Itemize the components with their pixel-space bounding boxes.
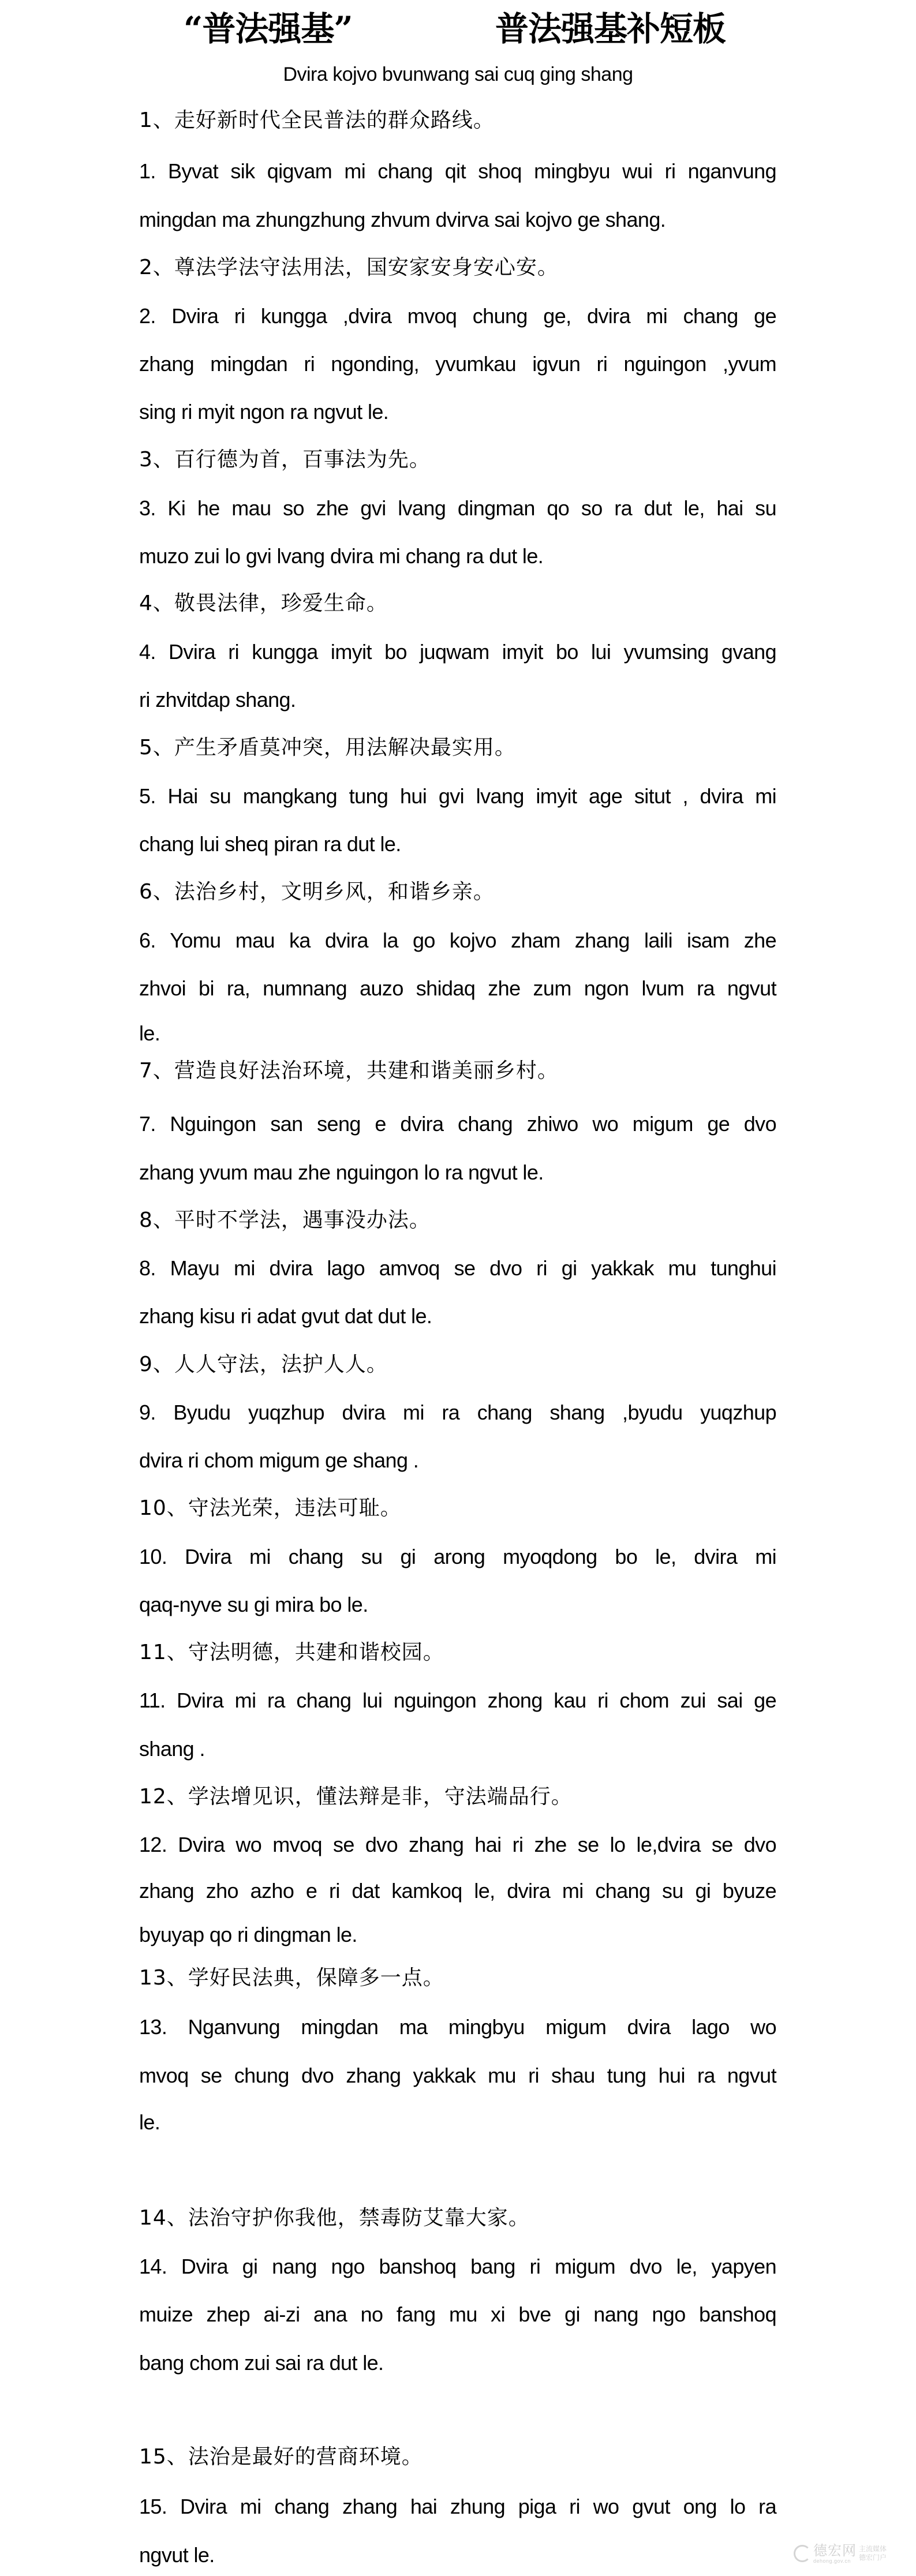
title-quoted: “普法强基” [184, 9, 353, 48]
slogan-jingpo-line: 2. Dvira ri kungga ,dvira mvoq chung ge, dvira mi chang ge [139, 304, 776, 328]
slogan-jingpo-line: 8. Mayu mi dvira lago amvoq se dvo ri gi yakkak mu tunghui [139, 1256, 776, 1280]
slogan-jingpo-line: ri zhvitdap shang. [139, 688, 296, 712]
slogan-chinese-line: 13、学好民法典，保障多一点。 [139, 1966, 444, 1990]
slogan-chinese-line: 12、学法增见识，懂法辩是非，守法端品行。 [139, 1785, 573, 1809]
slogan-jingpo-line: dvira ri chom migum ge shang . [139, 1448, 419, 1472]
slogan-chinese-line: 7、营造良好法治环境，共建和谐美丽乡村。 [139, 1059, 559, 1083]
slogan-jingpo-line: shang . [139, 1737, 205, 1761]
watermark-name: 德宏网 [813, 2542, 857, 2559]
watermark-tagline-2: 德宏门户 [859, 2553, 887, 2562]
slogan-chinese-line: 10、守法光荣，违法可耻。 [139, 1496, 402, 1520]
slogan-jingpo-line: 6. Yomu mau ka dvira la go kojvo zham zhang laili isam zhe [139, 928, 776, 952]
slogan-chinese-line: 14、法治守护你我他，禁毒防艾靠大家。 [139, 2206, 530, 2230]
slogan-jingpo-line: le. [139, 2110, 160, 2134]
slogan-jingpo-line: zhvoi bi ra, numnang auzo shidaq zhe zum ngon lvum ra ngvut [139, 976, 776, 1000]
slogan-jingpo-line: sing ri myit ngon ra ngvut le. [139, 400, 389, 424]
slogan-jingpo-line: 13. Nganvung mingdan ma mingbyu migum dvira lago wo [139, 2015, 776, 2039]
slogan-jingpo-line: 7. Nguingon san seng e dvira chang zhiwo wo migum ge dvo [139, 1112, 776, 1136]
slogan-jingpo-line: muize zhep ai-zi ana no fang mu xi bve gi nang ngo banshoq [139, 2302, 776, 2326]
slogan-jingpo-line: muzo zui lo gvi lvang dvira mi chang ra dut le. [139, 544, 544, 568]
slogan-chinese-line: 9、人人守法，法护人人。 [139, 1353, 388, 1376]
slogan-chinese-line: 5、产生矛盾莫冲突，用法解决最实用。 [139, 736, 516, 759]
slogan-jingpo-line: zhang kisu ri adat gvut dat dut le. [139, 1304, 432, 1328]
subtitle-jingpo: Dvira kojvo bvunwang sai cuq ging shang [283, 63, 633, 85]
slogan-jingpo-line: 12. Dvira wo mvoq se dvo zhang hai ri zhe se lo le,dvira se dvo [139, 1833, 776, 1856]
slogan-jingpo-line: 10. Dvira mi chang su gi arong myoqdong bo le, dvira mi [139, 1545, 776, 1568]
slogan-jingpo-line: zhang zho azho e ri dat kamkoq le, dvira mi chang su gi byuze [139, 1879, 776, 1903]
slogan-chinese-line: 15、法治是最好的营商环境。 [139, 2445, 423, 2469]
slogan-jingpo-line: zhang mingdan ri ngonding, yvumkau igvun ri nguingon ,yvum [139, 352, 776, 376]
slogan-jingpo-line: 1. Byvat sik qigvam mi chang qit shoq mingbyu wui ri nganvung [139, 159, 776, 183]
slogan-chinese-line: 6、法治乡村，文明乡风，和谐乡亲。 [139, 880, 495, 904]
watermark [794, 2539, 909, 2568]
slogan-jingpo-line: ngvut le. [139, 2543, 215, 2567]
slogan-chinese-line: 11、守法明德，共建和谐校园。 [139, 1641, 444, 1664]
watermark-brand [813, 2543, 857, 2564]
bird-logo-icon [794, 2545, 811, 2562]
slogan-jingpo-line: 3. Ki he mau so zhe gvi lvang dingman qo so ra dut le, hai su [139, 496, 776, 520]
slogan-jingpo-line: 4. Dvira ri kungga imyit bo juqwam imyit bo lui yvumsing gvang [139, 640, 776, 664]
slogan-jingpo-line: 5. Hai su mangkang tung hui gvi lvang imyit age situt , dvira mi [139, 784, 776, 808]
slogan-jingpo-line: chang lui sheq piran ra dut le. [139, 832, 401, 856]
title-main: 普法强基补短板 [495, 9, 726, 48]
watermark-tagline-1: 主流媒体 [859, 2545, 887, 2553]
watermark-taglines [859, 2545, 887, 2562]
slogan-jingpo-line: mvoq se chung dvo zhang yakkak mu ri shau tung hui ra ngvut [139, 2064, 776, 2087]
slogan-jingpo-line: 14. Dvira gi nang ngo banshoq bang ri migum dvo le, yapyen [139, 2255, 776, 2278]
watermark-url: dehong.gov.cn [813, 2558, 851, 2564]
slogan-jingpo-line: mingdan ma zhungzhung zhvum dvirva sai kojvo ge shang. [139, 208, 666, 231]
slogan-jingpo-line: bang chom zui sai ra dut le. [139, 2351, 384, 2375]
slogan-jingpo-line: le. [139, 1021, 160, 1045]
slogan-chinese-line: 1、走好新时代全民普法的群众路线。 [139, 108, 495, 132]
slogan-jingpo-line: 11. Dvira mi ra chang lui nguingon zhong kau ri chom zui sai ge [139, 1688, 776, 1712]
slogan-chinese-line: 8、平时不学法，遇事没办法。 [139, 1208, 431, 1232]
slogan-jingpo-line: zhang yvum mau zhe nguingon lo ra ngvut le. [139, 1160, 544, 1184]
slogan-chinese-line: 2、尊法学法守法用法，国安家安身安心安。 [139, 256, 559, 279]
slogan-chinese-line: 3、百行德为首，百事法为先。 [139, 448, 431, 471]
slogan-jingpo-line: 15. Dvira mi chang zhang hai zhung piga ri wo gvut ong lo ra [139, 2495, 776, 2518]
slogan-jingpo-line: 9. Byudu yuqzhup dvira mi ra chang shang ,byudu yuqzhup [139, 1401, 776, 1424]
slogan-jingpo-line: qaq-nyve su gi mira bo le. [139, 1593, 368, 1616]
slogan-chinese-line: 4、敬畏法律，珍爱生命。 [139, 591, 388, 615]
slogan-jingpo-line: byuyap qo ri dingman le. [139, 1923, 357, 1946]
